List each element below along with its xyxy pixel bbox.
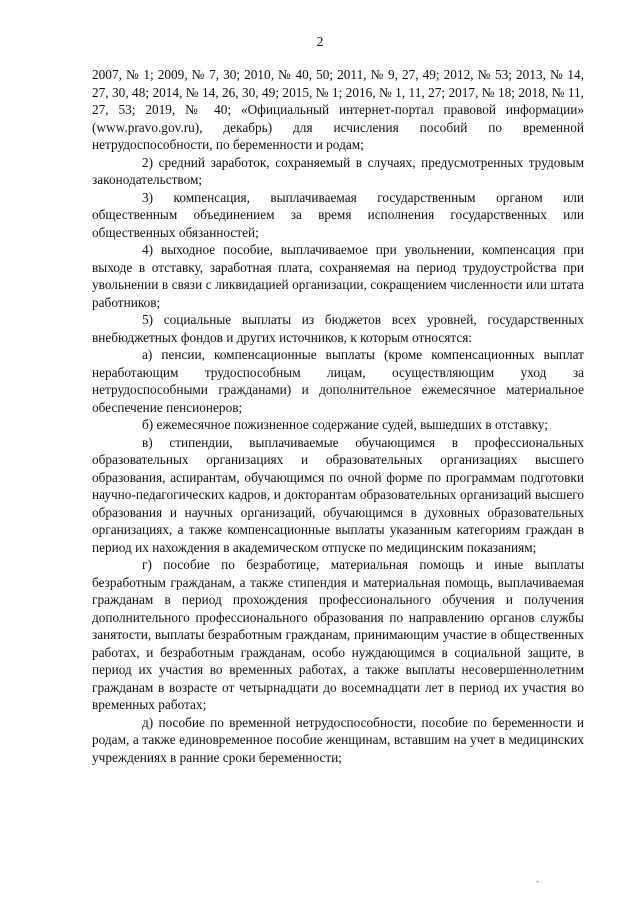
paragraph-item-2: 2) средний заработок, сохраняемый в случаях, предусмотренных трудовым законодательством; [92, 154, 584, 187]
page-number: 2 [316, 34, 324, 49]
footer-mark: - [536, 876, 539, 886]
paragraph-item-5: 5) социальные выплаты из бюджетов всех уровней, государственных внебюджетных фондов и других источников, к которым относятся: [92, 312, 584, 345]
paragraph-subitem-v: в) стипендии, выплачиваемые обучающимся в профессиональных образовательных организациях и образовательных организациях высшего образования, аспирантам, обучающимся по очной форме по программам подготовки научно-педагогических кадров, и докторантам образовательных организаций высшего образования и научных организаций, обучающимся в духовных образовательных организациях, а также компенсационные выплаты указанным категориям граждан в период их нахождения в академическом отпуске по медицинским показаниям; [92, 434, 584, 555]
paragraph-continuation: 2007, № 1; 2009, № 7, 30; 2010, № 40, 50; 2011, № 9, 27, 49; 2012, № 53; 2013, № 14, 27, 30, 48; 2014, № 14, 26, 30, 49; 2015, № 1; 2016, № 1, 11, 27; 2017, № 18; 2018, № 11, 27, 53; 2019, № 40; «Официальный интернет-портал правовой информации» (www.pravo.gov.ru), декабрь) для исчисления пособий по временной нетрудоспособности, по беременности и родам; [92, 67, 584, 152]
paragraph-item-3: 3) компенсация, выплачиваемая государственным органом или общественным объединением за время исполнения государственных или общественных обязанностей; [92, 189, 584, 240]
paragraph-subitem-g: г) пособие по безработице, материальная помощь и иные выплаты безработным гражданам, а также стипендия и материальная помощь, выплачиваемая гражданам в период прохождения профессионального обучения и получения дополнительного профессионального образования по направлению органов службы занятости, выплаты безработным гражданам, принимающим участие в общественных работах, и безработным гражданам, особо нуждающимся в социальной защите, в период их участия во временных работах, а также выплаты несовершеннолетним гражданам в возрасте от четырнадцати до восемнадцати лет в период их участия во временных работах; [92, 557, 584, 712]
paragraph-subitem-a: а) пенсии, компенсационные выплаты (кроме компенсационных выплат неработающим трудоспособным лицам, осуществляющим уход за нетрудоспособными гражданами) и дополнительное ежемесячное материальное обеспечение пенсионеров; [92, 347, 584, 415]
paragraph-subitem-b: б) ежемесячное пожизненное содержание судей, вышедших в отставку; [142, 417, 548, 432]
document-body [92, 66, 584, 766]
paragraph-item-4: 4) выходное пособие, выплачиваемое при увольнении, компенсация при выходе в отставку, заработная плата, сохраняемая на период трудоустройства при увольнении в связи с ликвидацией организации, сокращением численности или штата работников; [92, 242, 584, 310]
paragraph-subitem-d: д) пособие по временной нетрудоспособности, пособие по беременности и родам, а также единовременное пособие женщинам, вставшим на учет в медицинских учреждениях в ранние сроки беременности; [92, 714, 584, 765]
